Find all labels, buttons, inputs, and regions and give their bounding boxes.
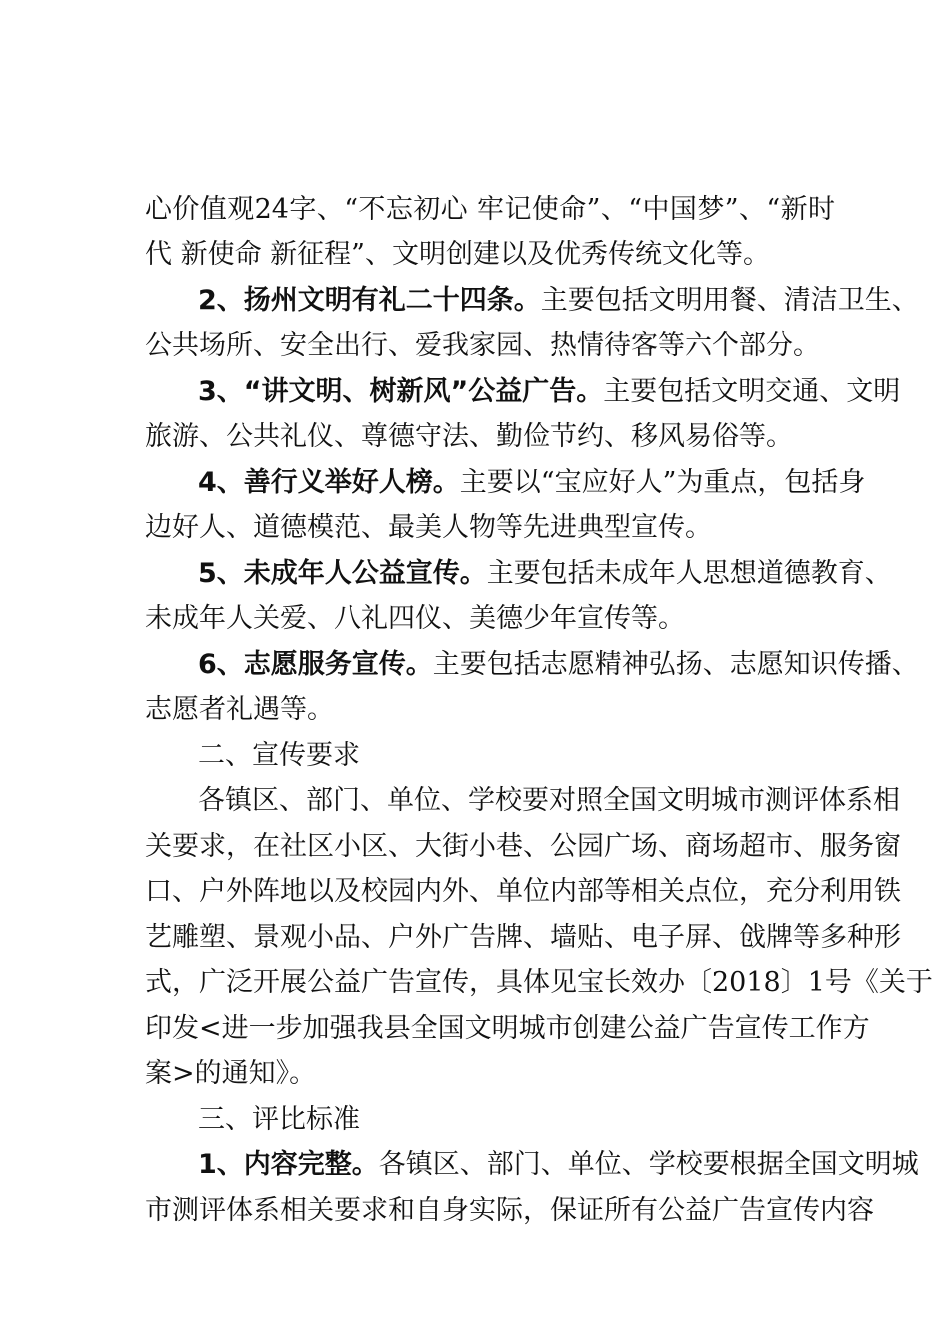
item-3-title: 3、“讲文明、树新风”公益广告。 (198, 376, 604, 407)
line-text: 印发<进一步加强我县全国文明城市创建公益广告宣传工作方 (145, 1013, 870, 1044)
line-text: 心价值观24字、“不忘初心 牢记使命”、“中国梦”、“新时 (145, 194, 835, 225)
item-4-heading-line (198, 461, 866, 505)
line-text: 主要以“宝应好人”为重点，包括身 (459, 467, 866, 498)
body-line-16 (145, 870, 901, 914)
body-line-17 (145, 916, 901, 960)
line-text: 代 新使命 新征程”、文明创建以及优秀传统文化等。 (145, 239, 770, 270)
section-heading-2 (198, 734, 835, 778)
body-line-19 (145, 1007, 870, 1051)
line-text: 旅游、公共礼仪、尊德守法、勤俭节约、移风易俗等。 (145, 421, 793, 452)
body-line-6 (145, 415, 835, 459)
line-text: 口、户外阵地以及校园内外、单位内部等相关点位，充分利用铁 (145, 876, 901, 907)
line-text: 各镇区、部门、单位、学校要对照全国文明城市测评体系相 (198, 785, 900, 816)
item-5-title: 5、未成年人公益宣传。 (198, 558, 487, 589)
line-text: 案>的通知》。 (145, 1058, 317, 1089)
body-line-4 (145, 324, 835, 368)
line-text: 主要包括文明用餐、清洁卫生、 (540, 285, 919, 316)
body-line-23 (145, 1189, 874, 1233)
body-line-18 (145, 961, 933, 1005)
line-text: 主要包括文明交通、文明 (603, 376, 901, 407)
section-heading-3 (198, 1098, 835, 1142)
item-3-heading-line (198, 370, 901, 414)
criteria-1-title: 1、内容完整。 (198, 1149, 379, 1180)
item-2-title: 2、扬州文明有礼二十四条。 (198, 285, 541, 316)
line-text: 市测评体系相关要求和自身实际，保证所有公益广告宣传内容 (145, 1195, 874, 1226)
body-line-10 (145, 597, 835, 641)
line-text: 志愿者礼遇等。 (145, 694, 334, 725)
body-line-20 (145, 1052, 835, 1096)
line-text: 各镇区、部门、单位、学校要根据全国文明城 (378, 1149, 919, 1180)
line-text: 边好人、道德模范、最美人物等先进典型宣传。 (145, 512, 712, 543)
line-text: 式，广泛开展公益广告宣传，具体见宝长效办〔2018〕1号《关于 (145, 967, 933, 998)
item-5-heading-line (198, 552, 892, 596)
line-text: 艺雕塑、景观小品、户外广告牌、墙贴、电子屏、戗牌等多种形 (145, 922, 901, 953)
line-text: 关要求，在社区小区、大街小巷、公园广场、商场超市、服务窗 (145, 831, 901, 862)
section-title: 二、宣传要求 (198, 740, 360, 771)
item-2-heading-line (198, 279, 919, 323)
body-line-1 (145, 188, 835, 232)
line-text: 主要包括未成年人思想道德教育、 (486, 558, 892, 589)
body-line-12 (145, 688, 835, 732)
item-6-heading-line (198, 643, 919, 687)
body-line-2 (145, 233, 835, 277)
item-6-title: 6、志愿服务宣传。 (198, 649, 433, 680)
body-line-14 (198, 779, 900, 823)
body-line-15 (145, 825, 901, 869)
body-line-8 (145, 506, 835, 550)
line-text: 主要包括志愿精神弘扬、志愿知识传播、 (432, 649, 919, 680)
line-text: 公共场所、安全出行、爱我家园、热情待客等六个部分。 (145, 330, 820, 361)
item-4-title: 4、善行义举好人榜。 (198, 467, 460, 498)
criteria-1-heading-line (198, 1143, 919, 1187)
line-text: 未成年人关爱、八礼四仪、美德少年宣传等。 (145, 603, 685, 634)
section-title: 三、评比标准 (198, 1104, 360, 1135)
